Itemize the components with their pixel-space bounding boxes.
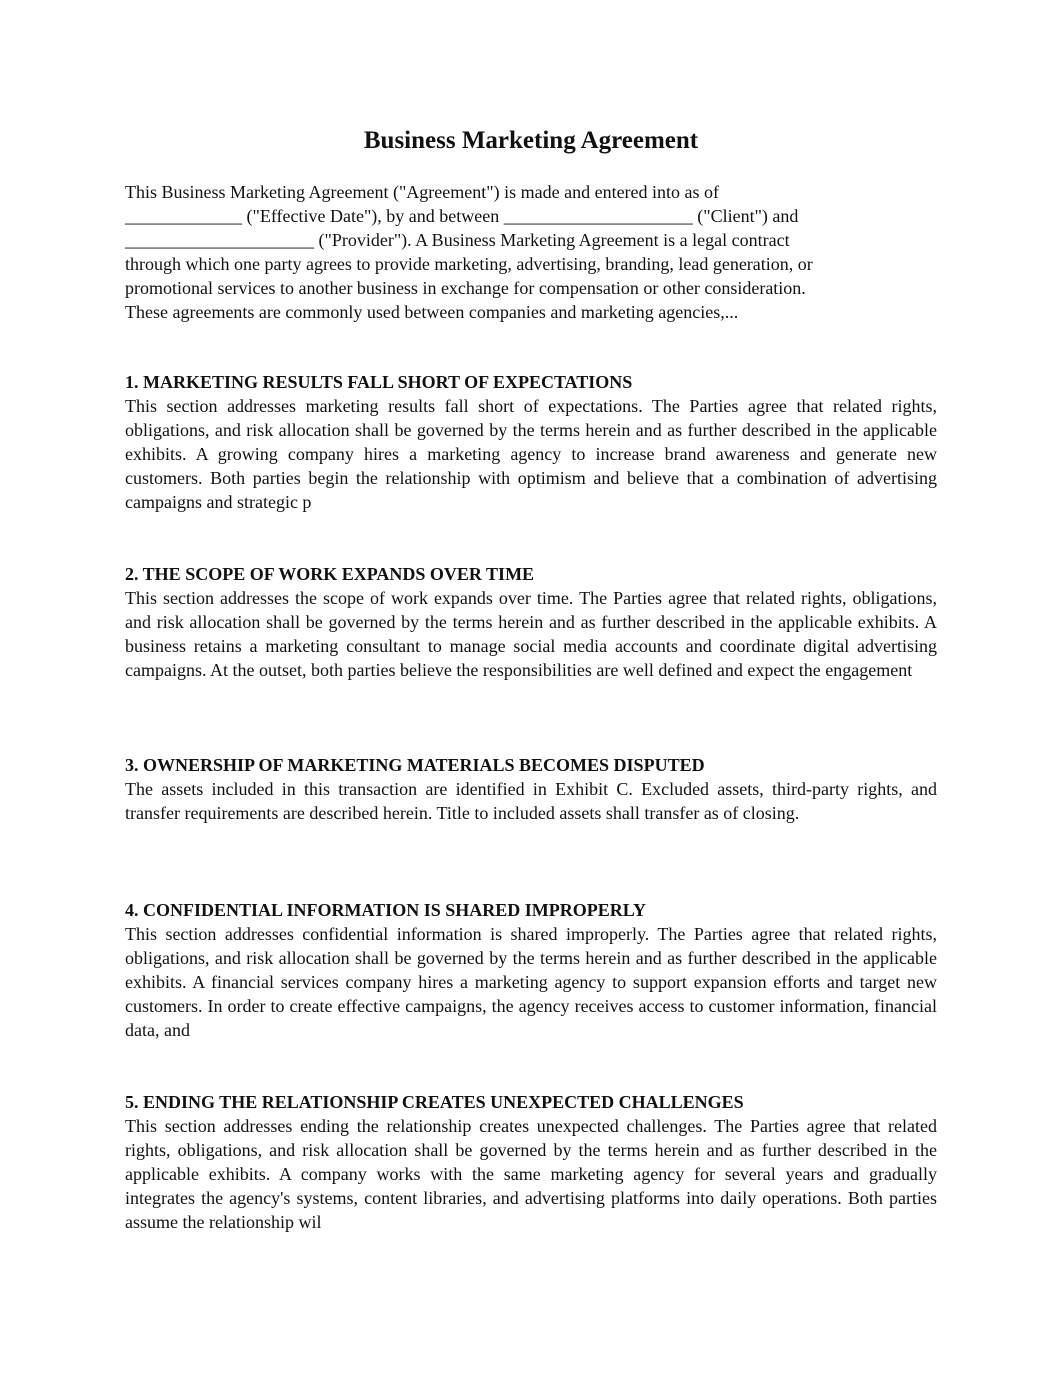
document-title: Business Marketing Agreement — [363, 127, 699, 154]
section-heading: 1. MARKETING RESULTS FALL SHORT OF EXPECTATIONS — [125, 372, 633, 392]
intro-line: This Business Marketing Agreement ("Agreement") is made and entered into as of — [125, 182, 720, 202]
intro-line: These agreements are commonly used between companies and marketing agencies,... — [125, 302, 739, 322]
intro-line: _____________ ("Effective Date"), by and between _____________________ ("Client") and — [125, 206, 799, 226]
section-scope-of-work — [125, 562, 937, 682]
section-heading: 2. THE SCOPE OF WORK EXPANDS OVER TIME — [125, 564, 535, 584]
section-body: This section addresses confidential information is shared improperly. The Parties agree that related rights, obligations, and risk allocation shall be governed by the terms herein and as further described in the applicable exhibits. A financial services company hires a marketing agency to support expansion efforts and target new customers. In order to create effective campaigns, the agency receives access to customer information, financial data, and — [125, 924, 937, 1040]
section-body: This section addresses the scope of work expands over time. The Parties agree that related rights, obligations, and risk allocation shall be governed by the terms herein and as further described in the applicable exhibits. A business retains a marketing consultant to manage social media accounts and coordinate digital advertising campaigns. At the outset, both parties believe the responsibilities are well defined and expect the engagement — [125, 588, 937, 680]
section-heading: 5. ENDING THE RELATIONSHIP CREATES UNEXPECTED CHALLENGES — [125, 1092, 744, 1112]
intro-line: _____________________ ("Provider"). A Business Marketing Agreement is a legal contract — [125, 230, 790, 250]
section-ending-relationship — [125, 1090, 937, 1234]
section-marketing-results — [125, 370, 937, 514]
section-ownership-materials — [125, 753, 937, 825]
intro-line: through which one party agrees to provide marketing, advertising, branding, lead generation, or — [125, 254, 813, 274]
section-body: The assets included in this transaction are identified in Exhibit C. Excluded assets, third-party rights, and transfer requirements are described herein. Title to included assets shall transfer as of closing. — [125, 779, 937, 823]
intro-line: promotional services to another business in exchange for compensation or other consideration. — [125, 278, 806, 298]
section-body: This section addresses marketing results fall short of expectations. The Parties agree that related rights, obligations, and risk allocation shall be governed by the terms herein and as further described in the applicable exhibits. A growing company hires a marketing agency to increase brand awareness and generate new customers. Both parties begin the relationship with optimism and believe that a combination of advertising campaigns and strategic p — [125, 396, 937, 512]
section-heading: 3. OWNERSHIP OF MARKETING MATERIALS BECOMES DISPUTED — [125, 755, 705, 775]
section-confidential-information — [125, 898, 937, 1042]
section-heading: 4. CONFIDENTIAL INFORMATION IS SHARED IMPROPERLY — [125, 900, 647, 920]
section-body: This section addresses ending the relationship creates unexpected challenges. The Parties agree that related rights, obligations, and risk allocation shall be governed by the terms herein and as further described in the applicable exhibits. A company works with the same marketing agency for several years and gradually integrates the agency's systems, content libraries, and advertising platforms into daily operations. Both parties assume the relationship wil — [125, 1116, 937, 1232]
intro-paragraph — [125, 180, 937, 324]
